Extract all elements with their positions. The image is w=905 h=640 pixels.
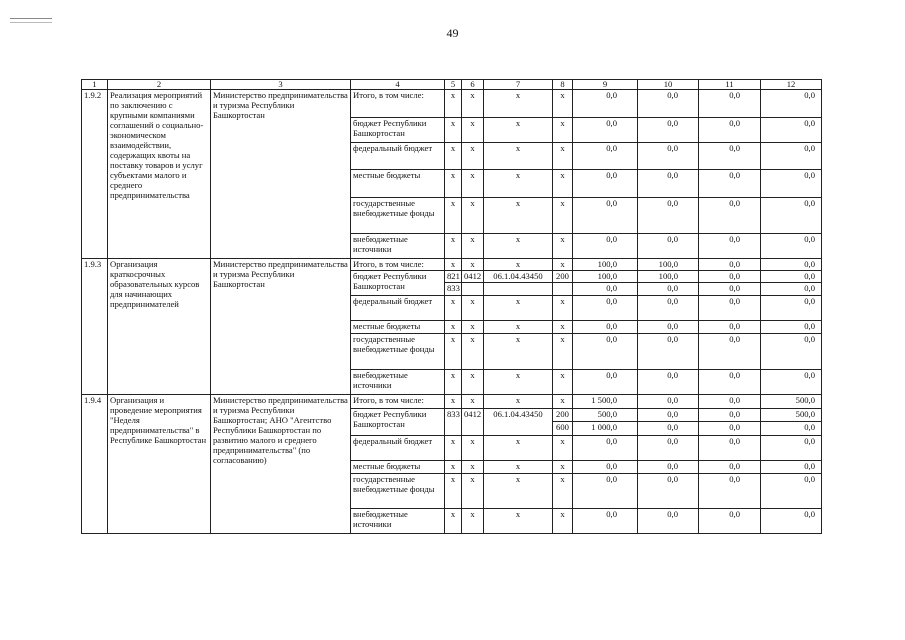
value-cell: 0,0 [761, 90, 822, 118]
value-cell: 0,0 [699, 509, 761, 534]
value-cell: 0,0 [638, 436, 699, 461]
value-cell: 0,0 [573, 283, 638, 296]
code-cell: х [553, 436, 573, 461]
item-number: 1.9.3 [82, 259, 108, 395]
value-cell: 0,0 [699, 259, 761, 271]
code-cell: х [553, 474, 573, 509]
value-cell: 0,0 [699, 474, 761, 509]
value-cell: 0,0 [761, 296, 822, 321]
value-cell: 0,0 [699, 271, 761, 283]
code-cell: х [462, 118, 484, 143]
code-cell: х [484, 509, 553, 534]
code-cell: х [462, 474, 484, 509]
value-cell: 0,0 [638, 409, 699, 422]
funding-source: федеральный бюджет [351, 143, 445, 170]
code-cell: х [445, 370, 462, 395]
code-cell: х [484, 395, 553, 409]
code-cell: 821 [445, 271, 462, 283]
value-cell: 0,0 [573, 334, 638, 370]
header-cell: 4 [351, 80, 445, 90]
value-cell: 500,0 [761, 409, 822, 422]
value-cell: 1 500,0 [573, 395, 638, 409]
value-cell: 0,0 [638, 296, 699, 321]
value-cell: 0,0 [573, 321, 638, 334]
value-cell: 0,0 [761, 118, 822, 143]
code-cell: х [462, 321, 484, 334]
code-cell: х [553, 370, 573, 395]
code-cell: х [462, 143, 484, 170]
code-cell: х [445, 118, 462, 143]
value-cell: 0,0 [761, 436, 822, 461]
code-cell: х [445, 474, 462, 509]
funding-source: федеральный бюджет [351, 436, 445, 461]
code-cell: х [445, 143, 462, 170]
value-cell: 0,0 [761, 321, 822, 334]
funding-source: Итого, в том числе: [351, 259, 445, 271]
value-cell: 0,0 [699, 334, 761, 370]
value-cell: 0,0 [573, 234, 638, 259]
value-cell: 0,0 [573, 170, 638, 198]
header-cell: 1 [82, 80, 108, 90]
code-cell: 833 [445, 283, 462, 296]
code-cell: 0412 [462, 409, 484, 436]
value-cell: 0,0 [573, 296, 638, 321]
header-cell: 7 [484, 80, 553, 90]
code-cell: х [484, 170, 553, 198]
code-cell: х [445, 296, 462, 321]
value-cell: 0,0 [638, 234, 699, 259]
code-cell: х [445, 436, 462, 461]
code-cell: х [484, 334, 553, 370]
page-number: 49 [446, 26, 459, 40]
item-executor: Министерство предпринимательства и туризма Республики Башкортостан [211, 90, 351, 259]
code-cell: х [462, 170, 484, 198]
code-cell [462, 283, 484, 296]
value-cell: 0,0 [638, 509, 699, 534]
code-cell: х [553, 143, 573, 170]
item-name: Организация и проведение мероприятия "Неделя предпринимательства" в Республике Башкортостан [108, 395, 211, 534]
item-name: Организация краткосрочных образовательных курсов для начинающих предпринимателей [108, 259, 211, 395]
value-cell: 0,0 [761, 461, 822, 474]
value-cell: 0,0 [638, 170, 699, 198]
code-cell: х [462, 370, 484, 395]
code-cell: х [553, 234, 573, 259]
code-cell: х [484, 474, 553, 509]
value-cell: 0,0 [638, 461, 699, 474]
header-cell: 9 [573, 80, 638, 90]
funding-source: бюджет Республики Башкортостан [351, 118, 445, 143]
value-cell: 0,0 [638, 370, 699, 395]
value-cell: 0,0 [699, 283, 761, 296]
code-cell: х [484, 90, 553, 118]
code-cell: х [462, 395, 484, 409]
funding-source: местные бюджеты [351, 170, 445, 198]
value-cell: 0,0 [699, 296, 761, 321]
value-cell: 0,0 [699, 170, 761, 198]
code-cell: х [462, 334, 484, 370]
value-cell: 0,0 [573, 118, 638, 143]
value-cell: 0,0 [573, 461, 638, 474]
program-table [81, 79, 822, 534]
code-cell: х [445, 334, 462, 370]
header-cell: 8 [553, 80, 573, 90]
value-cell: 0,0 [761, 143, 822, 170]
code-cell: х [553, 461, 573, 474]
code-cell: х [445, 198, 462, 234]
value-cell: 0,0 [638, 198, 699, 234]
value-cell: 0,0 [573, 370, 638, 395]
value-cell: 0,0 [638, 395, 699, 409]
value-cell: 0,0 [699, 422, 761, 436]
value-cell: 500,0 [761, 395, 822, 409]
code-cell: 0412 [462, 271, 484, 283]
funding-source: внебюджетные источники [351, 509, 445, 534]
code-cell: х [462, 259, 484, 271]
value-cell: 0,0 [638, 474, 699, 509]
item-executor: Министерство предпринимательства и туризма Республики Башкортостан [211, 259, 351, 395]
header-row [82, 80, 822, 90]
code-cell: х [484, 321, 553, 334]
header-cell: 11 [699, 80, 761, 90]
value-cell: 100,0 [573, 259, 638, 271]
funding-source: внебюджетные источники [351, 234, 445, 259]
value-cell: 0,0 [699, 118, 761, 143]
code-cell: 600 [553, 422, 573, 436]
funding-source: федеральный бюджет [351, 296, 445, 321]
header-cell: 12 [761, 80, 822, 90]
corner-mark-2 [10, 22, 52, 23]
code-cell: х [484, 259, 553, 271]
code-cell: х [484, 143, 553, 170]
value-cell: 0,0 [638, 90, 699, 118]
code-cell: х [553, 90, 573, 118]
funding-source: бюджет Республики Башкортостан [351, 271, 445, 296]
code-cell: х [462, 509, 484, 534]
code-cell: х [553, 296, 573, 321]
value-cell: 0,0 [573, 436, 638, 461]
value-cell: 0,0 [761, 509, 822, 534]
code-cell [553, 283, 573, 296]
value-cell: 0,0 [761, 234, 822, 259]
funding-source: бюджет Республики Башкортостан [351, 409, 445, 436]
code-cell: х [484, 436, 553, 461]
value-cell: 0,0 [573, 474, 638, 509]
code-cell: х [445, 395, 462, 409]
table-row [82, 90, 822, 118]
code-cell: х [445, 170, 462, 198]
header-cell: 5 [445, 80, 462, 90]
funding-source: местные бюджеты [351, 321, 445, 334]
value-cell: 0,0 [699, 90, 761, 118]
code-cell: х [445, 509, 462, 534]
value-cell: 0,0 [761, 170, 822, 198]
value-cell: 0,0 [638, 283, 699, 296]
value-cell: 0,0 [761, 474, 822, 509]
code-cell: х [484, 198, 553, 234]
value-cell: 0,0 [761, 198, 822, 234]
table-row [82, 395, 822, 409]
code-cell: х [484, 118, 553, 143]
value-cell: 100,0 [573, 271, 638, 283]
code-cell: 833 [445, 409, 462, 436]
code-cell: 200 [553, 271, 573, 283]
code-cell: х [484, 296, 553, 321]
value-cell: 0,0 [573, 143, 638, 170]
value-cell: 0,0 [638, 321, 699, 334]
code-cell: х [445, 90, 462, 118]
item-name: Реализация мероприятий по заключению с крупными компаниями соглашений о социально-экономическом взаимодействии, содержащих квоты на поставку товаров и услуг субъектами малого и среднего предпринимательства [108, 90, 211, 259]
value-cell: 0,0 [761, 422, 822, 436]
code-cell: х [553, 321, 573, 334]
code-cell: х [445, 259, 462, 271]
value-cell: 0,0 [699, 436, 761, 461]
value-cell: 0,0 [573, 509, 638, 534]
value-cell: 0,0 [761, 370, 822, 395]
value-cell: 500,0 [573, 409, 638, 422]
value-cell: 0,0 [573, 198, 638, 234]
code-cell: х [445, 461, 462, 474]
code-cell: х [445, 234, 462, 259]
code-cell: 200 [553, 409, 573, 422]
value-cell: 0,0 [699, 198, 761, 234]
value-cell: 0,0 [638, 118, 699, 143]
value-cell: 0,0 [761, 283, 822, 296]
value-cell: 0,0 [699, 321, 761, 334]
item-number: 1.9.2 [82, 90, 108, 259]
funding-source: Итого, в том числе: [351, 395, 445, 409]
value-cell: 0,0 [638, 334, 699, 370]
funding-source: государственные внебюджетные фонды [351, 474, 445, 509]
code-cell: 06.1.04.43450 [484, 409, 553, 436]
value-cell: 0,0 [761, 334, 822, 370]
code-cell: х [462, 234, 484, 259]
header-cell: 3 [211, 80, 351, 90]
header-cell: 2 [108, 80, 211, 90]
code-cell: х [462, 198, 484, 234]
value-cell: 0,0 [699, 234, 761, 259]
value-cell: 0,0 [699, 370, 761, 395]
code-cell: х [553, 118, 573, 143]
code-cell [484, 283, 553, 296]
value-cell: 0,0 [573, 90, 638, 118]
code-cell: х [484, 461, 553, 474]
value-cell: 1 000,0 [573, 422, 638, 436]
code-cell: х [445, 321, 462, 334]
table-row [82, 259, 822, 271]
value-cell: 0,0 [699, 143, 761, 170]
header-cell: 6 [462, 80, 484, 90]
header-cell: 10 [638, 80, 699, 90]
code-cell: х [462, 436, 484, 461]
funding-source: государственные внебюджетные фонды [351, 198, 445, 234]
code-cell: х [553, 395, 573, 409]
value-cell: 0,0 [761, 259, 822, 271]
funding-source: внебюджетные источники [351, 370, 445, 395]
funding-source: Итого, в том числе: [351, 90, 445, 118]
value-cell: 0,0 [699, 409, 761, 422]
value-cell: 0,0 [699, 461, 761, 474]
code-cell: 06.1.04.43450 [484, 271, 553, 283]
funding-source: государственные внебюджетные фонды [351, 334, 445, 370]
code-cell: х [462, 296, 484, 321]
code-cell: х [553, 198, 573, 234]
code-cell: х [553, 170, 573, 198]
code-cell: х [462, 461, 484, 474]
item-executor: Министерство предпринимательства и туризма Республики Башкортостан; АНО "Агентство Республики Башкортостан по развитию малого и среднего предпринимательства" (по согласованию) [211, 395, 351, 534]
value-cell: 0,0 [761, 271, 822, 283]
funding-source: местные бюджеты [351, 461, 445, 474]
value-cell: 0,0 [638, 422, 699, 436]
code-cell: х [553, 259, 573, 271]
value-cell: 100,0 [638, 259, 699, 271]
code-cell: х [553, 334, 573, 370]
value-cell: 100,0 [638, 271, 699, 283]
corner-mark [10, 18, 52, 19]
value-cell: 0,0 [638, 143, 699, 170]
code-cell: х [553, 509, 573, 534]
code-cell: х [484, 234, 553, 259]
code-cell: х [462, 90, 484, 118]
value-cell: 0,0 [699, 395, 761, 409]
code-cell: х [484, 370, 553, 395]
item-number: 1.9.4 [82, 395, 108, 534]
